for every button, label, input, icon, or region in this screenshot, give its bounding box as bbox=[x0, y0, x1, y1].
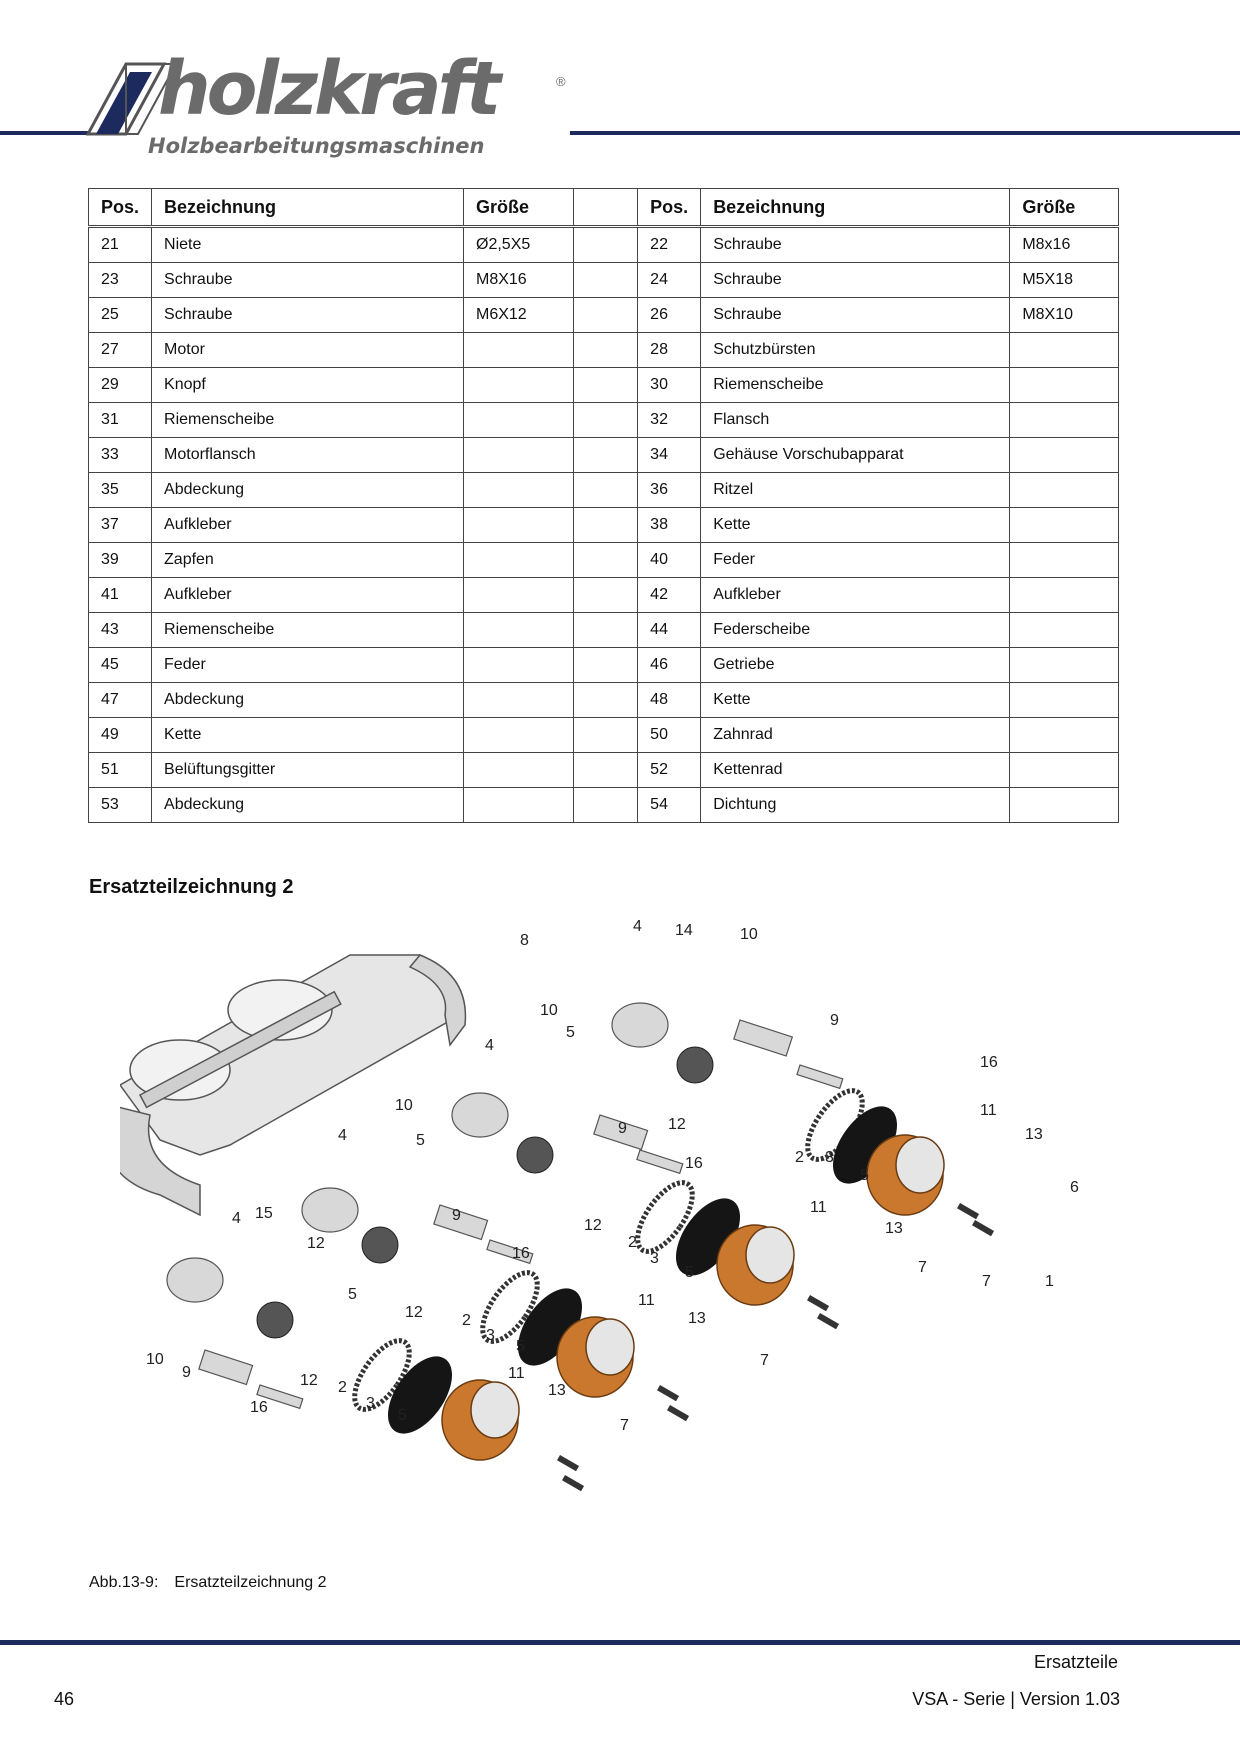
cell-pos: 45 bbox=[89, 648, 152, 683]
cell-pos-2: 34 bbox=[638, 438, 701, 473]
callout-label: 5 bbox=[860, 1167, 869, 1184]
cell-bezeichnung: Abdeckung bbox=[152, 473, 464, 508]
cell-groesse bbox=[464, 613, 574, 648]
callout-label: 8 bbox=[520, 932, 529, 949]
callout-label: 7 bbox=[620, 1417, 629, 1434]
table-row bbox=[89, 227, 1119, 263]
callout-label: 4 bbox=[338, 1127, 347, 1144]
callout-label: 5 bbox=[398, 1407, 407, 1424]
table-row bbox=[89, 508, 1119, 543]
figure-caption bbox=[89, 1574, 326, 1592]
callout-label: 2 bbox=[795, 1149, 804, 1166]
cell-groesse bbox=[464, 753, 574, 788]
cell-pos-2: 32 bbox=[638, 403, 701, 438]
cell-pos-2: 28 bbox=[638, 333, 701, 368]
cell-groesse-2 bbox=[1010, 718, 1119, 753]
cell-groesse-2 bbox=[1010, 648, 1119, 683]
cell-spacer bbox=[573, 788, 638, 823]
footer-rule bbox=[0, 1640, 1240, 1645]
cell-pos: 23 bbox=[89, 263, 152, 298]
callout-label: 5 bbox=[416, 1132, 425, 1149]
cell-bezeichnung-2: Getriebe bbox=[701, 648, 1010, 683]
cell-groesse-2 bbox=[1010, 788, 1119, 823]
cell-pos: 47 bbox=[89, 683, 152, 718]
cell-bezeichnung-2: Ritzel bbox=[701, 473, 1010, 508]
cell-bezeichnung-2: Kettenrad bbox=[701, 753, 1010, 788]
cell-pos-2: 48 bbox=[638, 683, 701, 718]
cell-bezeichnung: Riemenscheibe bbox=[152, 613, 464, 648]
page-number: 46 bbox=[54, 1689, 75, 1709]
cell-pos: 39 bbox=[89, 543, 152, 578]
cell-spacer bbox=[573, 543, 638, 578]
callout-label: 11 bbox=[810, 1199, 827, 1216]
footer-doc-version: VSA - Serie | Version 1.03 bbox=[912, 1689, 1120, 1709]
cell-pos-2: 36 bbox=[638, 473, 701, 508]
cell-groesse bbox=[464, 333, 574, 368]
section-title: Ersatzteilzeichnung 2 bbox=[89, 876, 294, 898]
cell-pos: 51 bbox=[89, 753, 152, 788]
table-row bbox=[89, 753, 1119, 788]
cell-groesse-2 bbox=[1010, 578, 1119, 613]
callout-label: 15 bbox=[255, 1205, 273, 1222]
cell-groesse-2: M8X10 bbox=[1010, 298, 1119, 333]
cell-bezeichnung-2: Gehäuse Vorschubapparat bbox=[701, 438, 1010, 473]
callout-label: 10 bbox=[740, 926, 758, 943]
table-row bbox=[89, 263, 1119, 298]
cell-pos: 37 bbox=[89, 508, 152, 543]
cell-groesse-2: M8x16 bbox=[1010, 227, 1119, 263]
cell-pos-2: 24 bbox=[638, 263, 701, 298]
cell-groesse bbox=[464, 683, 574, 718]
cell-pos: 31 bbox=[89, 403, 152, 438]
col-header-spacer bbox=[573, 189, 638, 227]
cell-spacer bbox=[573, 683, 638, 718]
callout-label: 7 bbox=[760, 1352, 769, 1369]
cell-pos: 53 bbox=[89, 788, 152, 823]
cell-groesse bbox=[464, 368, 574, 403]
cell-bezeichnung: Feder bbox=[152, 648, 464, 683]
cell-groesse: M8X16 bbox=[464, 263, 574, 298]
brand-logo bbox=[86, 46, 576, 158]
cell-bezeichnung: Niete bbox=[152, 227, 464, 263]
callout-label: 9 bbox=[452, 1207, 461, 1224]
callout-label: 12 bbox=[668, 1116, 686, 1133]
callout-label: 9 bbox=[182, 1364, 191, 1381]
callout-label: 5 bbox=[348, 1286, 357, 1303]
cell-pos-2: 42 bbox=[638, 578, 701, 613]
callout-label: 16 bbox=[512, 1245, 530, 1262]
callout-label: 4 bbox=[485, 1037, 494, 1054]
table-row bbox=[89, 578, 1119, 613]
callout-label: 12 bbox=[307, 1235, 325, 1252]
callout-label: 12 bbox=[300, 1372, 318, 1389]
cell-groesse-2 bbox=[1010, 333, 1119, 368]
cell-spacer bbox=[573, 578, 638, 613]
callout-label: 7 bbox=[982, 1273, 991, 1290]
cell-spacer bbox=[573, 613, 638, 648]
cell-pos-2: 22 bbox=[638, 227, 701, 263]
cell-groesse-2 bbox=[1010, 543, 1119, 578]
footer-section-name: Ersatzteile bbox=[1033, 1652, 1118, 1672]
callout-label: 16 bbox=[250, 1399, 268, 1416]
cell-pos-2: 38 bbox=[638, 508, 701, 543]
callout-label: 2 bbox=[628, 1234, 637, 1251]
callout-label: 10 bbox=[540, 1002, 558, 1019]
callout-label: 2 bbox=[338, 1379, 347, 1396]
col-header-bezeichnung-2: Bezeichnung bbox=[701, 189, 1010, 227]
cell-groesse-2 bbox=[1010, 613, 1119, 648]
callout-label: 3 bbox=[486, 1327, 495, 1344]
cell-bezeichnung: Abdeckung bbox=[152, 683, 464, 718]
callout-label: 3 bbox=[825, 1149, 834, 1166]
parts-table bbox=[88, 188, 1119, 823]
callout-label: 2 bbox=[462, 1312, 471, 1329]
callout-label: 11 bbox=[638, 1292, 655, 1309]
cell-bezeichnung: Motorflansch bbox=[152, 438, 464, 473]
cell-groesse bbox=[464, 508, 574, 543]
cell-spacer bbox=[573, 227, 638, 263]
cell-spacer bbox=[573, 473, 638, 508]
cell-bezeichnung-2: Dichtung bbox=[701, 788, 1010, 823]
callout-label: 4 bbox=[633, 918, 642, 935]
cell-pos: 21 bbox=[89, 227, 152, 263]
cell-pos-2: 46 bbox=[638, 648, 701, 683]
callout-label: 5 bbox=[516, 1338, 525, 1355]
table-row bbox=[89, 683, 1119, 718]
cell-bezeichnung-2: Kette bbox=[701, 683, 1010, 718]
table-row bbox=[89, 648, 1119, 683]
callout-label: 4 bbox=[232, 1210, 241, 1227]
cell-spacer bbox=[573, 438, 638, 473]
table-row bbox=[89, 438, 1119, 473]
brand-subtitle: Holzbearbeitungsmaschinen bbox=[148, 134, 485, 158]
cell-pos: 27 bbox=[89, 333, 152, 368]
brand-name: holzkraft bbox=[158, 46, 498, 132]
cell-bezeichnung-2: Schraube bbox=[701, 263, 1010, 298]
cell-groesse-2 bbox=[1010, 473, 1119, 508]
brand-registered: ® bbox=[556, 74, 566, 89]
callout-label: 12 bbox=[405, 1304, 423, 1321]
cell-bezeichnung-2: Kette bbox=[701, 508, 1010, 543]
cell-spacer bbox=[573, 648, 638, 683]
callout-label: 6 bbox=[1070, 1179, 1079, 1196]
cell-pos: 41 bbox=[89, 578, 152, 613]
cell-pos-2: 30 bbox=[638, 368, 701, 403]
table-row bbox=[89, 473, 1119, 508]
cell-bezeichnung: Aufkleber bbox=[152, 508, 464, 543]
header-rule-right bbox=[570, 131, 1240, 135]
cell-bezeichnung: Knopf bbox=[152, 368, 464, 403]
cell-pos-2: 40 bbox=[638, 543, 701, 578]
cell-groesse bbox=[464, 648, 574, 683]
cell-pos-2: 52 bbox=[638, 753, 701, 788]
table-header-row bbox=[89, 189, 1119, 227]
cell-bezeichnung-2: Schraube bbox=[701, 227, 1010, 263]
callout-label: 16 bbox=[685, 1155, 703, 1172]
cell-bezeichnung: Kette bbox=[152, 718, 464, 753]
callout-label: 12 bbox=[584, 1217, 602, 1234]
col-header-groesse: Größe bbox=[464, 189, 574, 227]
cell-spacer bbox=[573, 403, 638, 438]
cell-groesse bbox=[464, 403, 574, 438]
callout-label: 11 bbox=[508, 1365, 525, 1382]
cell-bezeichnung: Belüftungsgitter bbox=[152, 753, 464, 788]
cell-bezeichnung: Motor bbox=[152, 333, 464, 368]
cell-bezeichnung-2: Federscheibe bbox=[701, 613, 1010, 648]
table-row bbox=[89, 718, 1119, 753]
cell-groesse: M6X12 bbox=[464, 298, 574, 333]
table-row bbox=[89, 298, 1119, 333]
cell-bezeichnung: Riemenscheibe bbox=[152, 403, 464, 438]
callout-label: 3 bbox=[650, 1250, 659, 1267]
cell-bezeichnung-2: Aufkleber bbox=[701, 578, 1010, 613]
caption-number: Abb.13-9: bbox=[89, 1574, 159, 1591]
table-row bbox=[89, 368, 1119, 403]
cell-bezeichnung-2: Riemenscheibe bbox=[701, 368, 1010, 403]
housing-cover bbox=[120, 955, 465, 1215]
cell-groesse bbox=[464, 788, 574, 823]
cell-pos: 33 bbox=[89, 438, 152, 473]
table-row bbox=[89, 403, 1119, 438]
cell-bezeichnung-2: Schutzbürsten bbox=[701, 333, 1010, 368]
cell-groesse-2 bbox=[1010, 683, 1119, 718]
cell-groesse-2: M5X18 bbox=[1010, 263, 1119, 298]
cell-bezeichnung: Schraube bbox=[152, 298, 464, 333]
callout-label: 10 bbox=[146, 1351, 164, 1368]
callout-label: 13 bbox=[1025, 1126, 1043, 1143]
callout-label: 9 bbox=[830, 1012, 839, 1029]
callout-label: 13 bbox=[688, 1310, 706, 1327]
cell-bezeichnung-2: Flansch bbox=[701, 403, 1010, 438]
col-header-bezeichnung: Bezeichnung bbox=[152, 189, 464, 227]
table-row bbox=[89, 333, 1119, 368]
cell-groesse: Ø2,5X5 bbox=[464, 227, 574, 263]
cell-pos: 49 bbox=[89, 718, 152, 753]
cell-pos-2: 26 bbox=[638, 298, 701, 333]
cell-bezeichnung: Abdeckung bbox=[152, 788, 464, 823]
cell-pos: 43 bbox=[89, 613, 152, 648]
cell-bezeichnung-2: Zahnrad bbox=[701, 718, 1010, 753]
cell-bezeichnung: Zapfen bbox=[152, 543, 464, 578]
cell-pos-2: 50 bbox=[638, 718, 701, 753]
callout-label: 11 bbox=[980, 1102, 997, 1119]
cell-groesse bbox=[464, 473, 574, 508]
col-header-groesse-2: Größe bbox=[1010, 189, 1119, 227]
cell-spacer bbox=[573, 508, 638, 543]
cell-pos: 29 bbox=[89, 368, 152, 403]
cell-bezeichnung: Aufkleber bbox=[152, 578, 464, 613]
exploded-parts-drawing bbox=[120, 915, 1120, 1575]
table-row bbox=[89, 613, 1119, 648]
cell-groesse-2 bbox=[1010, 438, 1119, 473]
callout-label: 3 bbox=[366, 1395, 375, 1412]
callout-label: 5 bbox=[566, 1024, 575, 1041]
cell-spacer bbox=[573, 298, 638, 333]
cell-groesse bbox=[464, 543, 574, 578]
cell-groesse bbox=[464, 578, 574, 613]
callout-label: 9 bbox=[618, 1120, 627, 1137]
callout-label: 16 bbox=[980, 1054, 998, 1071]
cell-groesse bbox=[464, 718, 574, 753]
cell-spacer bbox=[573, 753, 638, 788]
col-header-pos: Pos. bbox=[89, 189, 152, 227]
callout-label: 14 bbox=[675, 922, 693, 939]
cell-spacer bbox=[573, 368, 638, 403]
cell-bezeichnung-2: Feder bbox=[701, 543, 1010, 578]
cell-groesse-2 bbox=[1010, 753, 1119, 788]
table-row bbox=[89, 543, 1119, 578]
callout-label: 13 bbox=[885, 1220, 903, 1237]
callout-label: 10 bbox=[395, 1097, 413, 1114]
cell-spacer bbox=[573, 718, 638, 753]
cell-groesse-2 bbox=[1010, 508, 1119, 543]
cell-pos-2: 54 bbox=[638, 788, 701, 823]
callout-label: 13 bbox=[548, 1382, 566, 1399]
caption-title: Ersatzteilzeichnung 2 bbox=[174, 1574, 327, 1591]
callout-label: 1 bbox=[1045, 1273, 1054, 1290]
cell-groesse-2 bbox=[1010, 368, 1119, 403]
cell-bezeichnung: Schraube bbox=[152, 263, 464, 298]
col-header-pos-2: Pos. bbox=[638, 189, 701, 227]
cell-pos: 35 bbox=[89, 473, 152, 508]
cell-pos-2: 44 bbox=[638, 613, 701, 648]
callout-label: 7 bbox=[918, 1259, 927, 1276]
cell-bezeichnung-2: Schraube bbox=[701, 298, 1010, 333]
table-row bbox=[89, 788, 1119, 823]
cell-spacer bbox=[573, 333, 638, 368]
callout-label: 5 bbox=[685, 1264, 694, 1281]
cell-pos: 25 bbox=[89, 298, 152, 333]
cell-spacer bbox=[573, 263, 638, 298]
cell-groesse bbox=[464, 438, 574, 473]
cell-groesse-2 bbox=[1010, 403, 1119, 438]
header-rule-left bbox=[0, 131, 90, 135]
